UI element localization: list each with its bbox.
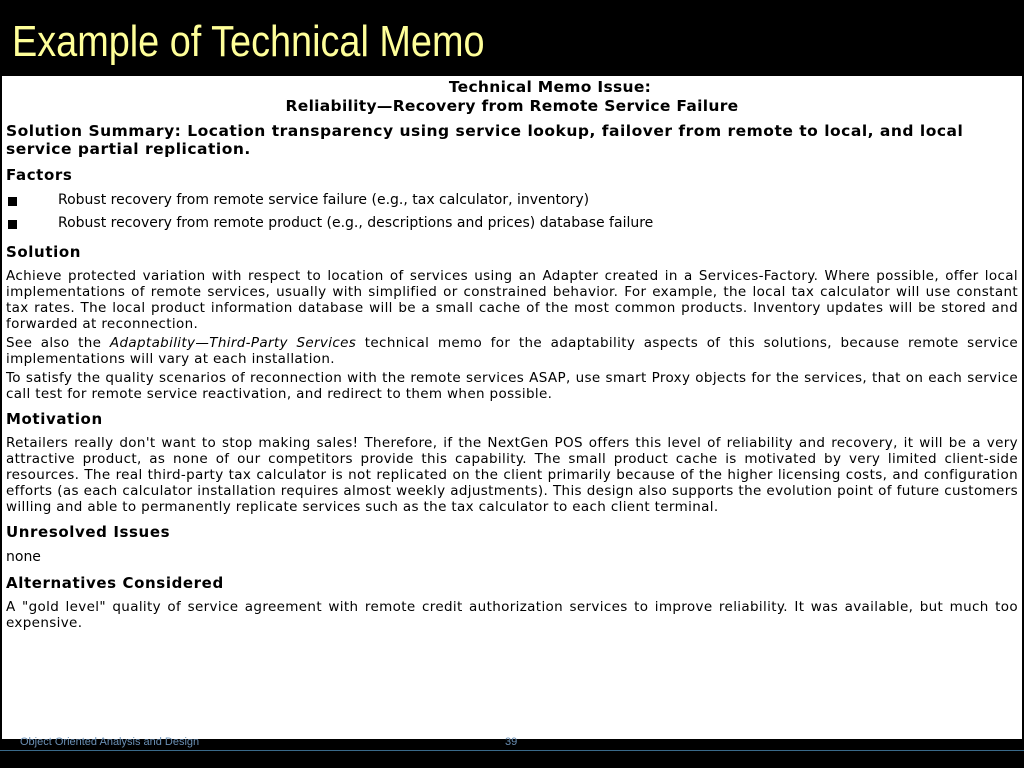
slide-footer xyxy=(0,736,1024,768)
factors-list xyxy=(6,189,1018,235)
factors-heading: Factors xyxy=(6,166,73,184)
motivation-heading: Motivation xyxy=(6,410,103,428)
unresolved-heading: Unresolved Issues xyxy=(6,523,171,541)
square-bullet-icon xyxy=(8,220,17,229)
footer-course-name: Object Oriented Analysis and Design xyxy=(20,736,200,748)
memo-content xyxy=(2,76,1022,631)
memo-issue-subtitle: Reliability—Recovery from Remote Service Failure xyxy=(285,97,739,115)
motivation-paragraph: Retailers really don't want to stop making sales! Therefore, if the NextGen POS offers this level of reliability and recovery, it will be a very attractive product, as none of our competitors provide this capability. The small product cache is motivated by very limited client-side resources. The real third-party tax calculator is not replicated on the client primarily because of the higher licensing costs, and configuration efforts (as each calculator installation requires almost weekly adjustments). This design also supports the evolution point of future customers willing and able to permanently replicate services such as the tax calculator to each client terminal. xyxy=(6,435,1018,515)
solution-summary: Solution Summary: Location transparency using service lookup, failover from remote to local, and local service partial replication. xyxy=(6,122,964,158)
alternatives-heading: Alternatives Considered xyxy=(6,574,224,592)
solution-paragraph xyxy=(6,335,1018,367)
factor-item xyxy=(6,189,1018,212)
square-bullet-icon xyxy=(8,197,17,206)
footer-divider xyxy=(0,750,1024,751)
memo-document xyxy=(2,76,1022,739)
footer-page-number: 39 xyxy=(505,736,518,748)
unresolved-text: none xyxy=(6,549,41,565)
factor-item xyxy=(6,212,1018,235)
solution-paragraph: To satisfy the quality scenarios of reconnection with the remote services ASAP, use smart Proxy objects for the services, that on each service call test for remote service reactivation, and redirect to them when possible. xyxy=(6,370,1018,402)
solution-para2-prefix: See also the xyxy=(6,335,110,351)
solution-para2-suffix: technical memo for the adaptability aspects of this solutions, because remote service implementations will vary at each installation. xyxy=(6,335,1018,367)
solution-heading: Solution xyxy=(6,243,82,261)
factor-text: Robust recovery from remote product (e.g., descriptions and prices) database failure xyxy=(58,215,654,231)
factor-text: Robust recovery from remote service failure (e.g., tax calculator, inventory) xyxy=(58,192,590,208)
slide-title: Example of Technical Memo xyxy=(12,17,485,66)
memo-issue-title: Technical Memo Issue: xyxy=(448,78,652,96)
alternatives-paragraph: A "gold level" quality of service agreement with remote credit authorization services to improve reliability. It was available, but much too expensive. xyxy=(6,599,1018,631)
solution-paragraph: Achieve protected variation with respect to location of services using an Adapter created in a Services-Factory. Where possible, offer local implementations of remote services, usually with simplified or constrained behavior. For example, the local tax calculator will use constant tax rates. The local product information database will be a small cache of the most common products. Inventory updates will be stored and forwarded at reconnection. xyxy=(6,268,1018,332)
memo-reference: Adaptability—Third-Party Services xyxy=(109,335,357,351)
